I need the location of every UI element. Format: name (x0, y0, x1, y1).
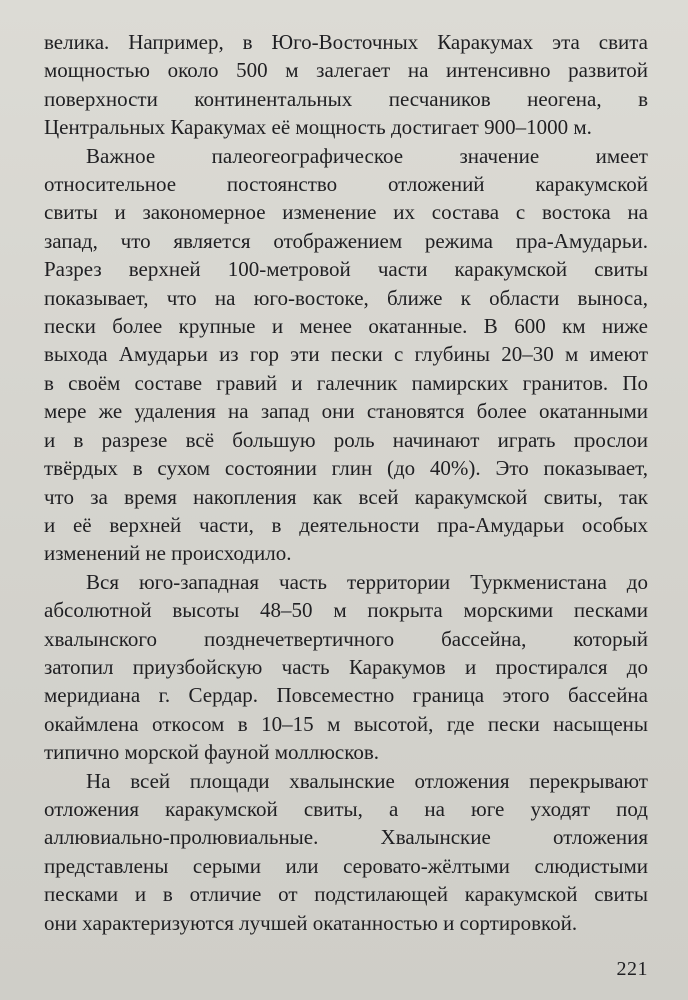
text-line: затопил приузбойскую часть Каракумов и простирался до (44, 654, 648, 679)
text-line: Центральных Каракумах её мощность достигает 900–1000 м. (44, 115, 592, 140)
text-line: хвалынского позднечетвертичного бассейна, который (44, 626, 648, 651)
text-line: пески более крупные и менее окатанные. В 600 км ниже (44, 314, 648, 339)
text-line: мощностью около 500 м залегает на интенсивно развитой (44, 58, 648, 83)
text-line: свиты и закономерное изменение их состава с востока на (44, 200, 648, 225)
text-line: окаймлена откосом в 10–15 м высотой, где пески насыщены (44, 711, 648, 736)
text-line: изменений не происходило. (44, 541, 292, 566)
text-line: выхода Амударьи из гор эти пески с глубины 20–30 м имеют (44, 342, 648, 367)
text-line: Вся юго-западная часть территории Туркменистана до (86, 569, 648, 594)
paragraph (44, 568, 648, 767)
text-line: и её верхней части, в деятельности пра-Амударьи особых (44, 512, 648, 537)
page-text-body (44, 28, 648, 937)
text-line: они характеризуются лучшей окатанностью и сортировкой. (44, 910, 578, 935)
text-line: песками и в отличие от подстилающей каракумской свиты (44, 882, 648, 907)
text-line: показывает, что на юго-востоке, ближе к области выноса, (44, 285, 648, 310)
text-line: отложения каракумской свиты, а на юге уходят под (44, 796, 648, 821)
text-line: мере же удаления на запад они становятся более окатанными (44, 399, 648, 424)
page-number: 221 (616, 958, 648, 980)
text-line: и в разрезе всё большую роль начинают играть прослои (44, 427, 648, 452)
text-line: относительное постоянство отложений каракумской (44, 172, 648, 197)
text-line: Важное палеогеографическое значение имеет (86, 143, 648, 168)
text-line: представлены серыми или серовато-жёлтыми слюдистыми (44, 853, 648, 878)
paragraph (44, 142, 648, 568)
paragraph (44, 28, 648, 142)
text-line: типично морской фауной моллюсков. (44, 740, 380, 765)
text-line: в своём составе гравий и галечник памирских гранитов. По (44, 370, 648, 395)
paragraph (44, 767, 648, 937)
text-line: Разрез верхней 100-метровой части каракумской свиты (44, 257, 648, 282)
text-line: меридиана г. Сердар. Повсеместно граница этого бассейна (44, 683, 648, 708)
text-line: твёрдых в сухом состоянии глин (до 40%). Это показывает, (44, 456, 648, 481)
text-line: запад, что является отображением режима пра-Амударьи. (44, 228, 648, 253)
text-line: абсолютной высоты 48–50 м покрыта морскими песками (44, 598, 648, 623)
text-line: что за время накопления как всей каракумской свиты, так (44, 484, 648, 509)
text-line: аллювиально-пролювиальные. Хвалынские отложения (44, 825, 648, 850)
text-line: поверхности континентальных песчаников неогена, в (44, 86, 648, 111)
text-line: велика. Например, в Юго-Восточных Каракумах эта свита (44, 30, 648, 54)
text-line: На всей площади хвалынские отложения перекрывают (86, 768, 648, 793)
